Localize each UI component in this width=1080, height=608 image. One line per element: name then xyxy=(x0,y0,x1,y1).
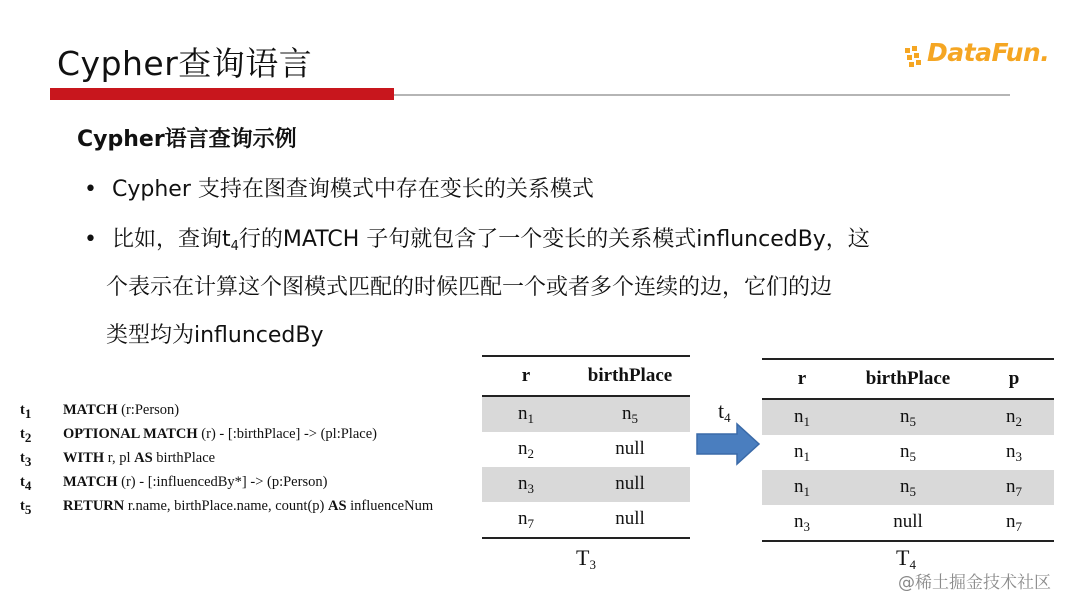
title-underline-red xyxy=(50,88,394,100)
table-header-cell: r xyxy=(521,365,531,386)
query-line-text: MATCH (r) - [:influencedBy*] -> (p:Person) xyxy=(63,474,328,490)
table-cell: null xyxy=(570,467,690,502)
result-table-t4 xyxy=(762,358,1054,542)
table-header-cell: birthPlace xyxy=(865,368,951,389)
query-line-id: $t_1$ xyxy=(20,402,32,421)
query-line-id: $t_5$ xyxy=(20,498,32,517)
query-line-id: $t_4$ xyxy=(20,474,32,493)
datafun-logo xyxy=(903,38,1050,74)
table-row xyxy=(482,396,690,432)
table-caption-t4: $T_4$ xyxy=(896,545,916,572)
bullet-dot: • xyxy=(84,177,97,202)
query-line-id: $t_3$ xyxy=(20,450,32,469)
table-cell: $n_3$ xyxy=(1006,440,1022,464)
table-row xyxy=(762,399,1054,435)
bullet-dot: • xyxy=(84,227,97,252)
table-cell: $n_5$ xyxy=(842,470,974,505)
table-cell: $n_1$ xyxy=(762,470,842,505)
table-row xyxy=(762,435,1054,470)
table-cell: $n_3$ xyxy=(794,510,810,534)
section-heading: Cypher语言查询示例 xyxy=(77,127,297,152)
table-cell: null xyxy=(893,510,923,532)
table-row xyxy=(482,467,690,502)
arrow-label: $t_4$ xyxy=(718,398,731,425)
bullet-text-part1: 比如，查询t xyxy=(112,227,231,252)
query-line-text: RETURN r.name, birthPlace.name, count(p) AS influenceNum xyxy=(63,498,434,514)
logo-dots-icon xyxy=(903,44,929,70)
table-cell: $n_7$ xyxy=(1006,510,1022,534)
table-cell: null xyxy=(615,437,645,459)
table-row xyxy=(762,470,1054,505)
table-cell: $n_1$ xyxy=(762,399,842,435)
bullet-continuation-2: 类型均为influncedBy xyxy=(106,323,324,348)
transform-arrow-icon xyxy=(695,422,761,466)
bullet-continuation-1: 个表示在计算这个图模式匹配的时候匹配一个或者多个连续的边，它们的边 xyxy=(106,275,833,300)
query-line-text: WITH r, pl AS birthPlace xyxy=(63,450,216,466)
bullet-text-part2: 行的MATCH 子句就包含了一个变长的关系模式influncedBy，这 xyxy=(238,227,870,252)
table-cell: null xyxy=(615,507,645,529)
query-line-text: OPTIONAL MATCH (r) - [:birthPlace] -> (pl:Place) xyxy=(63,426,377,442)
table-cell: $n_2$ xyxy=(974,399,1054,435)
table-header-cell: r xyxy=(797,368,807,389)
query-line-text: MATCH (r:Person) xyxy=(63,402,180,418)
table-row xyxy=(482,502,690,538)
watermark: @稀土掘金技术社区 xyxy=(898,573,1051,593)
logo-text: DataFun. xyxy=(927,38,1050,67)
table-header-cell: birthPlace xyxy=(587,365,673,386)
bullet-subscript: 4 xyxy=(230,239,239,254)
table-header-cell: p xyxy=(1008,368,1020,389)
query-line-id: $t_2$ xyxy=(20,426,32,445)
table-cell: $n_7$ xyxy=(518,507,534,531)
table-cell: $n_5$ xyxy=(570,396,690,432)
bullet-text: Cypher 支持在图查询模式中存在变长的关系模式 xyxy=(112,177,594,202)
bullet-item-2 xyxy=(84,222,870,254)
table-cell: $n_5$ xyxy=(842,399,974,435)
table-cell: $n_1$ xyxy=(794,440,810,464)
table-cell: $n_7$ xyxy=(974,470,1054,505)
page-title: Cypher查询语言 xyxy=(57,44,313,83)
table-cell: $n_1$ xyxy=(482,396,570,432)
table-cell: $n_2$ xyxy=(518,437,534,461)
table-cell: $n_5$ xyxy=(900,440,916,464)
table-caption-t3: $T_3$ xyxy=(576,545,596,572)
table-row xyxy=(482,432,690,467)
table-row xyxy=(762,505,1054,541)
title-underline-gray xyxy=(394,94,1010,96)
table-header-row xyxy=(482,356,690,396)
table-header-row xyxy=(762,359,1054,399)
bullet-item-1 xyxy=(84,172,594,203)
table-cell: $n_3$ xyxy=(482,467,570,502)
result-table-t3 xyxy=(482,355,690,539)
